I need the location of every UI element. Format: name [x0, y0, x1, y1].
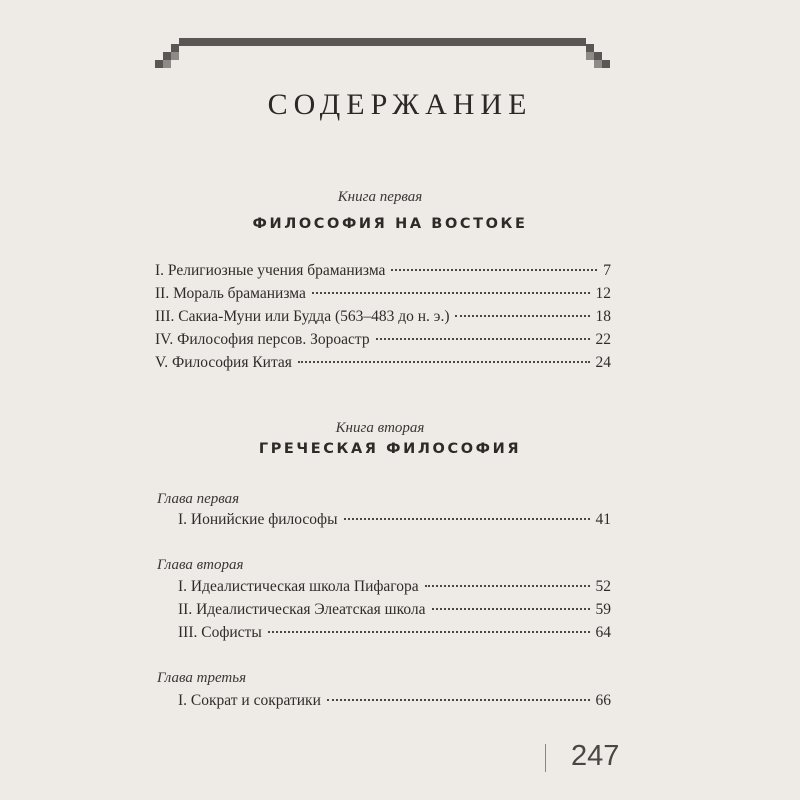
dot-leader: [268, 631, 590, 633]
entry-title: IV. Философия персов. Зороастр: [155, 331, 370, 348]
entry-page: 24: [595, 354, 611, 371]
chapter-label: Глава вторая: [157, 557, 244, 573]
toc-entry[interactable]: [155, 285, 611, 305]
toc-entry[interactable]: [178, 511, 611, 531]
entry-title: II. Идеалистическая Элеатская школа: [178, 601, 426, 618]
entry-title: V. Философия Китая: [155, 354, 292, 371]
toc-entry[interactable]: [178, 601, 611, 621]
toc-entry[interactable]: [155, 331, 611, 351]
entry-page: 18: [595, 308, 611, 325]
dot-leader: [344, 518, 590, 520]
dot-leader: [432, 608, 590, 610]
toc-entry[interactable]: [155, 354, 611, 374]
entry-page: 41: [595, 511, 611, 528]
book-label: Книга вторая: [335, 420, 425, 436]
dot-leader: [376, 338, 590, 340]
page-title: СОДЕРЖАНИЕ: [267, 88, 533, 121]
chapter-label: Глава третья: [157, 670, 247, 686]
dot-leader: [312, 292, 590, 294]
chapter-label: Глава первая: [157, 491, 240, 507]
dot-leader: [425, 585, 590, 587]
entry-title: III. Софисты: [178, 624, 262, 641]
dot-leader: [327, 699, 590, 701]
entry-page: 66: [595, 692, 611, 709]
toc-entry[interactable]: [155, 308, 611, 328]
entry-page: 12: [595, 285, 611, 302]
toc-entry[interactable]: [178, 624, 611, 644]
entry-title: II. Мораль браманизма: [155, 285, 306, 302]
dot-leader: [298, 361, 590, 363]
entry-page: 22: [595, 331, 611, 348]
header-ornament: [155, 34, 610, 74]
page-number-separator: [545, 744, 546, 772]
book-title: ФИЛОСОФИЯ НА ВОСТОКЕ: [252, 216, 528, 232]
book-title: ГРЕЧЕСКАЯ ФИЛОСОФИЯ: [258, 441, 522, 457]
entry-title: I. Сократ и сократики: [178, 692, 321, 709]
book-label: Книга первая: [337, 189, 423, 205]
entry-title: I. Ионийские философы: [178, 511, 338, 528]
entry-title: III. Сакиа-Муни или Будда (563–483 до н. э.): [155, 308, 450, 325]
entry-title: I. Идеалистическая школа Пифагора: [178, 578, 419, 595]
entry-page: 52: [595, 578, 611, 595]
entry-page: 7: [603, 262, 611, 279]
entry-page: 59: [595, 601, 611, 618]
toc-entry[interactable]: [155, 262, 611, 282]
entry-page: 64: [595, 624, 611, 641]
dot-leader: [391, 269, 597, 271]
dot-leader: [455, 315, 589, 317]
page-number: 247: [571, 740, 620, 772]
toc-entry[interactable]: [178, 578, 611, 598]
entry-title: I. Религиозные учения браманизма: [155, 262, 386, 279]
toc-entry[interactable]: [178, 692, 611, 712]
